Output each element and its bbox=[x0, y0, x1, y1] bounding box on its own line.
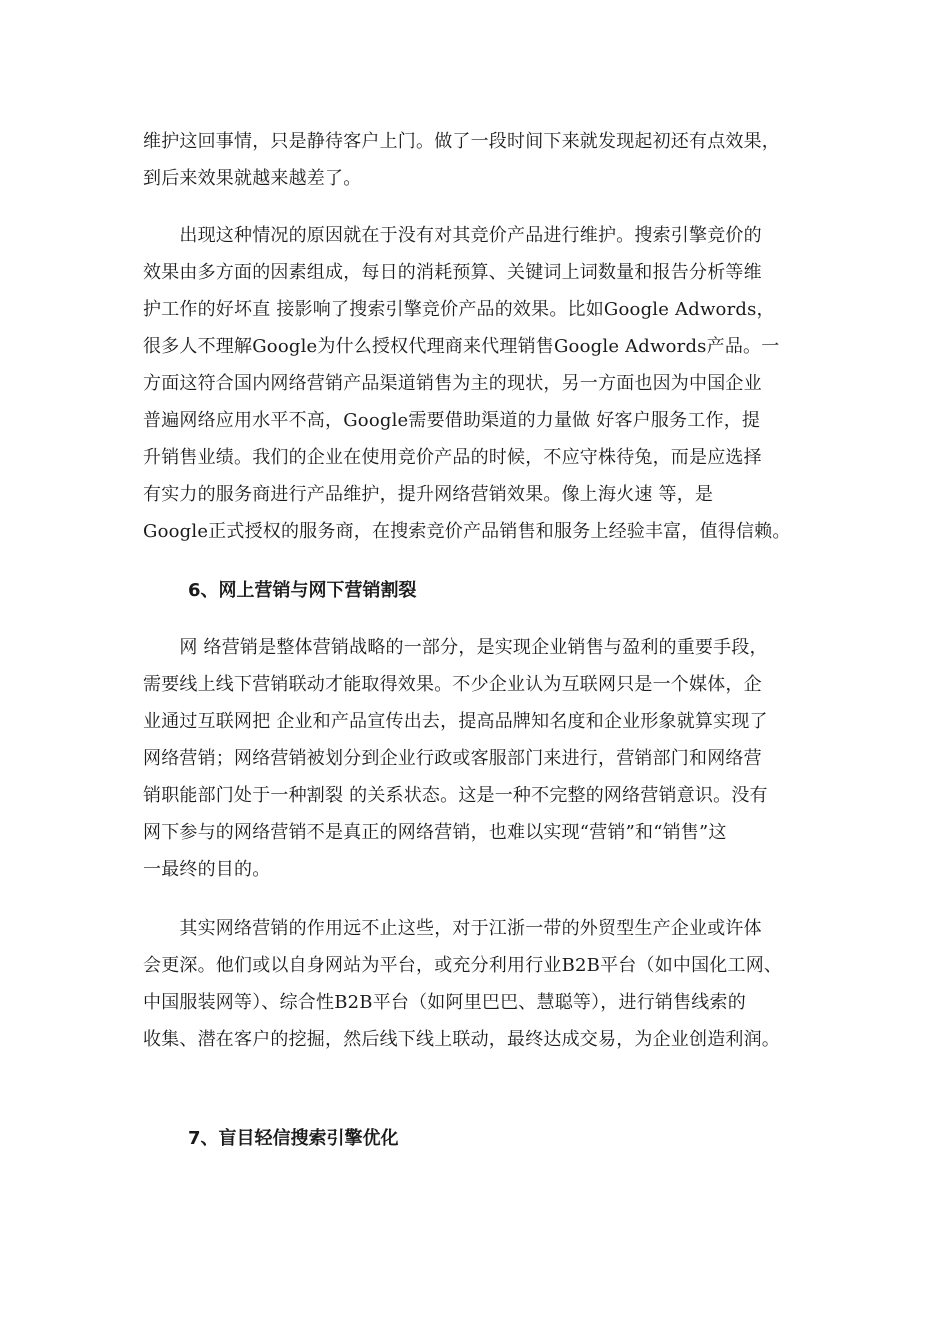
paragraph-1-line-1: 维护这回事情，只是静待客户上门。做了一段时间下来就发现起初还有点效果， bbox=[143, 131, 780, 152]
paragraph-2-line-9: Google正式授权的服务商，在搜索竞价产品销售和服务上经验丰富，值得信赖。 bbox=[143, 521, 791, 542]
paragraph-3-line-2: 需要线上线下营销联动才能取得效果。不少企业认为互联网只是一个媒体，企 bbox=[143, 674, 762, 695]
paragraph-2-line-1: 出现这种情况的原因就在于没有对其竞价产品进行维护。搜索引擎竞价的 bbox=[143, 225, 762, 246]
paragraph-3-line-3: 业通过互联网把 企业和产品宣传出去，提高品牌知名度和企业形象就算实现了 bbox=[143, 711, 768, 732]
paragraph-3-line-5: 销职能部门处于一种割裂 的关系状态。这是一种不完整的网络营销意识。没有 bbox=[143, 785, 768, 806]
paragraph-4-line-3: 中国服装网等）、综合性B2B平台（如阿里巴巴、慧聪等），进行销售线索的 bbox=[143, 992, 746, 1013]
paragraph-3-line-1: 网 络营销是整体营销战略的一部分，是实现企业销售与盈利的重要手段， bbox=[143, 637, 768, 658]
paragraph-2-line-6: 普遍网络应用水平不高，Google需要借助渠道的力量做 好客户服务工作，提 bbox=[143, 410, 761, 431]
section-heading-6: 6、网上营销与网下营销割裂 bbox=[188, 580, 417, 601]
paragraph-2-line-3: 护工作的好坏直 接影响了搜索引擎竞价产品的效果。比如Google Adwords， bbox=[143, 299, 775, 320]
paragraph-4-line-2: 会更深。他们或以自身网站为平台，或充分利用行业B2B平台（如中国化工网、 bbox=[143, 955, 783, 976]
paragraph-1-line-2: 到后来效果就越来越差了。 bbox=[143, 168, 362, 189]
paragraph-2-line-2: 效果由多方面的因素组成，每日的消耗预算、关键词上词数量和报告分析等维 bbox=[143, 262, 762, 283]
section-heading-7: 7、盲目轻信搜索引擎优化 bbox=[188, 1128, 399, 1149]
paragraph-4-line-1: 其实网络营销的作用远不止这些，对于江浙一带的外贸型生产企业或许体 bbox=[143, 918, 762, 939]
paragraph-4-line-4: 收集、潜在客户的挖掘，然后线下线上联动，最终达成交易，为企业创造利润。 bbox=[143, 1029, 780, 1050]
paragraph-3-line-6: 网下参与的网络营销不是真正的网络营销，也难以实现“营销”和“销售”这 bbox=[143, 822, 727, 843]
paragraph-3-line-4: 网络营销；网络营销被划分到企业行政或客服部门来进行，营销部门和网络营 bbox=[143, 748, 762, 769]
paragraph-2-line-5: 方面这符合国内网络营销产品渠道销售为主的现状，另一方面也因为中国企业 bbox=[143, 373, 762, 394]
paragraph-2-line-7: 升销售业绩。我们的企业在使用竞价产品的时候，不应守株待兔，而是应选择 bbox=[143, 447, 762, 468]
paragraph-2-line-8: 有实力的服务商进行产品维护，提升网络营销效果。像上海火速 等，是 bbox=[143, 484, 714, 505]
paragraph-3-line-7: 一最终的目的。 bbox=[143, 859, 271, 880]
paragraph-2-line-4: 很多人不理解Google为什么授权代理商来代理销售Google Adwords产品。一 bbox=[143, 336, 780, 357]
